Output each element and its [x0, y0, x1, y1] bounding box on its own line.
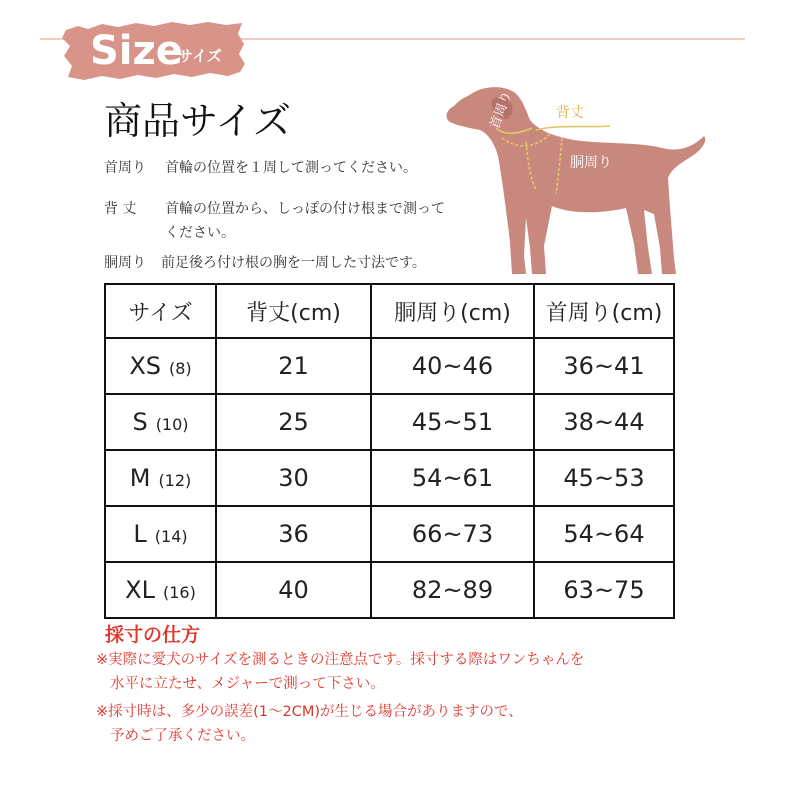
size-cell — [105, 394, 216, 450]
neck-cell: 45~53 — [534, 450, 674, 506]
banner-subtitle: サイズ — [178, 47, 222, 65]
size-number: (14) — [154, 527, 188, 546]
neck-cell: 54~64 — [534, 506, 674, 562]
size-number: (12) — [158, 471, 192, 490]
table-row — [105, 450, 674, 506]
chest-cell: 40~46 — [371, 338, 534, 394]
note-line: 予めご了承ください。 — [110, 728, 255, 744]
table-row — [105, 562, 674, 618]
desc-neck — [104, 156, 464, 180]
size-cell — [105, 338, 216, 394]
measure-note-2 — [96, 700, 523, 748]
size-number: (8) — [169, 359, 192, 378]
back-cell: 25 — [216, 394, 371, 450]
note-line: ※採寸時は、多少の誤差(1～2CM)が生じる場合がありますので、 — [96, 704, 523, 720]
back-cell: 30 — [216, 450, 371, 506]
size-cell — [105, 450, 216, 506]
desc-text: 首輪の位置から、しっぽの付け根まで測って ください。 — [165, 201, 445, 241]
dog-label-back: 背丈 — [556, 105, 584, 121]
size-label: S — [132, 408, 148, 436]
table-row — [105, 338, 674, 394]
dog-label-chest: 胴周り — [570, 155, 612, 171]
desc-term: 背 丈 — [104, 201, 137, 217]
size-number: (10) — [155, 415, 189, 434]
header-neck: 首周り(cm) — [534, 284, 674, 338]
desc-back — [104, 197, 484, 245]
size-cell — [105, 506, 216, 562]
desc-term: 首周り — [104, 160, 146, 176]
dog-label-neck: 首周り — [487, 89, 516, 132]
neck-cell: 63~75 — [534, 562, 674, 618]
size-label: XL — [125, 576, 155, 604]
back-cell: 36 — [216, 506, 371, 562]
size-label: M — [129, 464, 151, 492]
neck-cell: 38~44 — [534, 394, 674, 450]
size-label: XS — [129, 352, 161, 380]
desc-text: 前足後ろ付け根の胸を一周した寸法です。 — [161, 255, 426, 271]
table-row — [105, 394, 674, 450]
size-table — [104, 283, 675, 619]
desc-term: 胴周り — [104, 255, 146, 271]
desc-text: 首輪の位置を１周して測ってください。 — [165, 160, 417, 176]
chest-cell: 54~61 — [371, 450, 534, 506]
dog-illustration — [440, 78, 710, 278]
size-number: (16) — [162, 583, 196, 602]
header-size: サイズ — [105, 284, 216, 338]
size-banner — [58, 20, 248, 82]
note-line: ※実際に愛犬のサイズを測るときの注意点です。採寸する際はワンちゃんを — [96, 652, 585, 668]
desc-chest — [104, 251, 484, 275]
back-cell: 21 — [216, 338, 371, 394]
note-line: 水平に立たせ、メジャーで測って下さい。 — [110, 676, 385, 692]
how-to-measure-title: 採寸の仕方 — [105, 624, 201, 646]
table-header-row — [105, 284, 674, 338]
chest-cell: 66~73 — [371, 506, 534, 562]
back-cell: 40 — [216, 562, 371, 618]
chest-cell: 82~89 — [371, 562, 534, 618]
page-title: 商品サイズ — [104, 99, 291, 143]
chest-cell: 45~51 — [371, 394, 534, 450]
neck-cell: 36~41 — [534, 338, 674, 394]
table-row — [105, 506, 674, 562]
banner-title: Size — [90, 28, 183, 74]
measure-note-1 — [96, 648, 584, 696]
size-label: L — [133, 520, 147, 548]
header-back: 背丈(cm) — [216, 284, 371, 338]
header-chest: 胴周り(cm) — [371, 284, 534, 338]
size-cell — [105, 562, 216, 618]
